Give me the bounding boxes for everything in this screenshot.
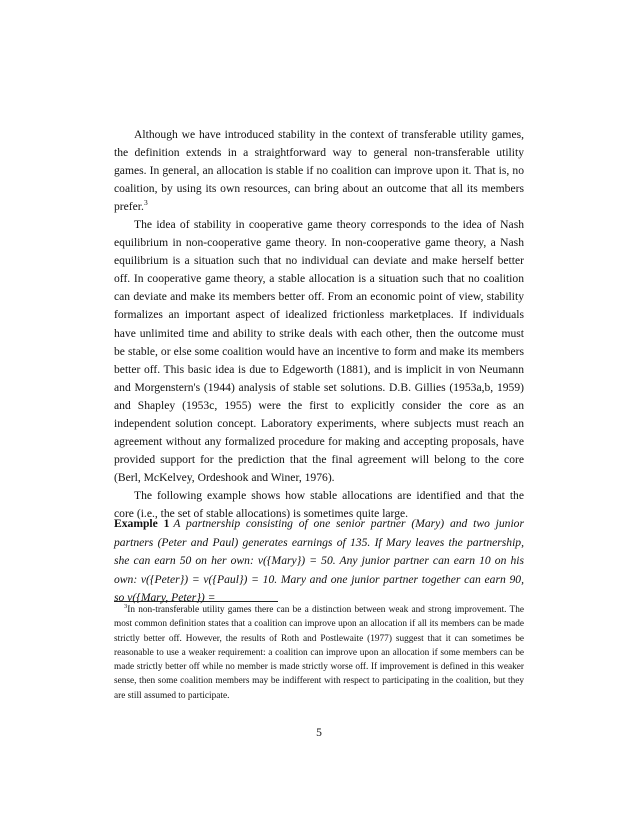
paragraph-text: Although we have introduced stability in the context of transferable utility games, the definition extends in a straightforward way to general non-transferable utility games. In general, an allocation is stable if no coalition can improve upon it. That is, no coalition, by using its own resources, can bring about an outcome that all its members prefer. (114, 128, 524, 214)
footnote-text: In non-transferable utility games there can be a distinction between weak and strong improvement. The most common definition states that a coalition can improve upon an allocation if all its members can be made strictly better off. However, the results of Roth and Postlewaite (1977) suggest that it can sometimes be reasonable to use a weaker requirement: a coalition can improve upon an allocation if some members can be made strictly better off while no member is made strictly worse off. If improvement is defined in this weaker sense, then some coalition members may be indifferent with respect to participating in the coalition, but they are still assumed to participate. (114, 605, 524, 701)
footnote-divider (114, 601, 278, 602)
paragraph-stability-ntu (114, 126, 524, 216)
footnote-paragraph (114, 603, 524, 703)
example-text: A partnership consisting of one senior partner (Mary) and two junior partners (Peter and Paul) generates earnings of 135. If Mary leaves the partnership, she can earn 50 on her own: v({Mary}) = 50. Any junior partner can earn 10 on his own: v({Peter}) = v({Paul}) = 10. Mary and one junior partner together can earn 90, so v({Mary, Peter}) = (114, 517, 524, 605)
body-text (114, 126, 524, 523)
example-block (114, 515, 524, 608)
page-number: 5 (316, 726, 322, 739)
footnote (114, 603, 524, 703)
footnote-marker: 3 (124, 603, 128, 610)
footnote-reference: 3 (143, 198, 148, 208)
paragraph-text: The idea of stability in cooperative game theory corresponds to the idea of Nash equilibrium in non-cooperative game theory. In non-cooperative game theory, a Nash equilibrium is a situation such that no individual can deviate and make herself better off. In cooperative game theory, a stable allocation is a situation such that no coalition can deviate and make its members better off. From an economic point of view, stability formalizes an important aspect of idealized frictionless marketplaces. If individuals have unlimited time and ability to strike deals with each other, then the outcome must be stable, or else some coalition would have an incentive to form and make its members better off. This basic idea is due to Edgeworth (1881), and is implicit in von Neumann and Morgenstern's (1944) analysis of stable set solutions. D.B. Gillies (1953a,b, 1959) and Shapley (1953c, 1955) were the first to explicitly consider the core as an independent solution concept. Laboratory experiments, where subjects must reach an agreement without any formalized procedure for making and accepting proposals, have provided support for the prediction that the final agreement will belong to the core (Berl, McKelvey, Ordeshook and Winer, 1976). (114, 218, 524, 484)
example-label: Example 1 (114, 517, 170, 530)
paragraph-text: The following example shows how stable allocations are identified and that the core (i.e., the set of stable allocations) is sometimes quite large. (114, 488, 524, 520)
paragraph-nash-equilibrium (114, 216, 524, 487)
